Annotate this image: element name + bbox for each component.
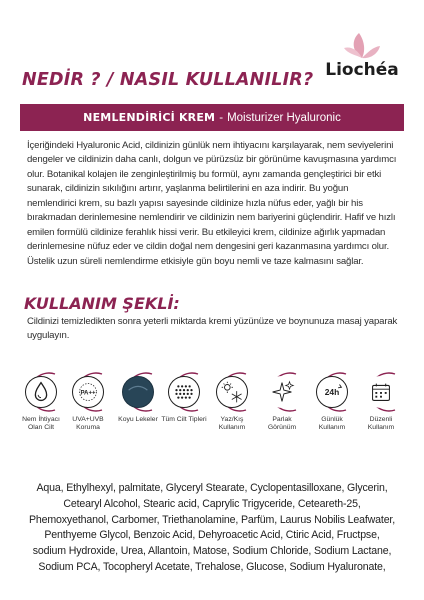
feature-label: Yaz/Kış Kullanım: [218, 416, 246, 431]
feature-item: [65, 368, 111, 432]
brand-logo: [322, 32, 402, 82]
usage-text: Cildinizi temizledikten sonra yeterli miktarda kremi yüzünüze ve boynunuza masaj yaparak uygulayın.: [27, 316, 398, 342]
banner-separator: -: [219, 111, 224, 124]
product-name-en: Moisturizer Hyaluronic: [227, 111, 341, 124]
sun-snow-icon: [216, 376, 248, 408]
feature-label: Koyu Lekeler: [118, 416, 158, 423]
sparkle-icon: [266, 376, 298, 408]
feature-label: UVA+UVB Koruma: [72, 416, 104, 431]
calendar-icon: [365, 376, 397, 408]
feature-label: Nem İhtiyacı Olan Cilt: [22, 416, 60, 431]
dark-spot-icon: [122, 376, 154, 408]
feature-item: [309, 368, 355, 432]
product-banner: [20, 104, 404, 131]
uv-protection-icon: [72, 376, 104, 408]
leaf-logo-icon: [342, 32, 382, 60]
skin-types-icon: [168, 376, 200, 408]
water-drop-icon: [25, 376, 57, 408]
24h-icon: [316, 376, 348, 408]
product-name-tr: NEMLENDİRİCİ KREM: [83, 111, 216, 124]
ingredients-list: Aqua, Ethylhexyl, palmitate, Glyceryl Stearate, Cyclopentasilloxane, Glycerin, Cetearyl Alcohol, Stearic acid, Caprylic Trigyceride, Ceteareth-25, Phemoxyethanol, Carbomer, Triethanolamine, Parfüm, Laurus Nobilis Leafwater, Penthyeme Glycol, Benzoic Acid, Dehyroacetic Acid, Ctiric Acid, Fructpse, sodium Hydroxide, Urea, Allantoin, Matose, Sodium Chloride, Sodium Lactane, Sodium PCA, Tocopheryl Acetate, Trehalose, Glucose, Sodium Hyaluronate,: [28, 482, 396, 573]
feature-label: Tüm Cilt Tipleri: [161, 416, 207, 423]
logo-text: Liochéa: [325, 60, 399, 80]
page-title: NEDİR ? / NASIL KULLANILIR?: [22, 70, 314, 90]
feature-icons: [18, 368, 408, 458]
usage-title: KULLANIM ŞEKLİ:: [24, 294, 180, 313]
24h-badge: 24h: [324, 386, 340, 397]
feature-label: Düzenli Kullanım: [367, 416, 395, 431]
feature-item: [209, 368, 255, 432]
uv-badge: PA++: [80, 389, 96, 397]
feature-label: Parlak Görünüm: [267, 416, 297, 431]
product-description: İçeriğindeki Hyaluronic Acid, cildinizin günlük nem ihtiyacını karşılayarak, nem seviyelerini dengeler ve cildinizin daha canlı, dolgun ve pürüzsüz bir görünüme kavuşmasına yardımcı olur. Botanikal kolajen ile zenginleştirilmiş bu formül, aynı zamanda gençleştirici bir etki sunarak, cildinizin sıkılığını artırır, yaşlanma belirtilerini en aza indirir. Bu yoğun nemlendirici krem, su bazlı yapısı sayesinde cildinize hızla nüfus eder, yağlı bir his bırakmadan derinlemesine nemlendirir ve cildinizin nem bariyerini güçlendirir. Hafif ve hızlı emilen formülü cildinize ferahlık hissi verir. Bu etkileyici krem, cildinize ağırlık yapmadan derinlemesine nüfuz eder ve cildin doğal nem dengesini geri kazanmasına yardımcı olur. Üstelik uzun süreli nemlendirme etkisiyle gün boyu nemli ve taze kalmasını sağlar.: [27, 140, 397, 267]
feature-item: [18, 368, 64, 432]
feature-item: [161, 368, 207, 424]
feature-item: [115, 368, 161, 424]
feature-item: [259, 368, 305, 432]
feature-label: Günlük Kullanım: [318, 416, 346, 431]
feature-item: [358, 368, 404, 432]
